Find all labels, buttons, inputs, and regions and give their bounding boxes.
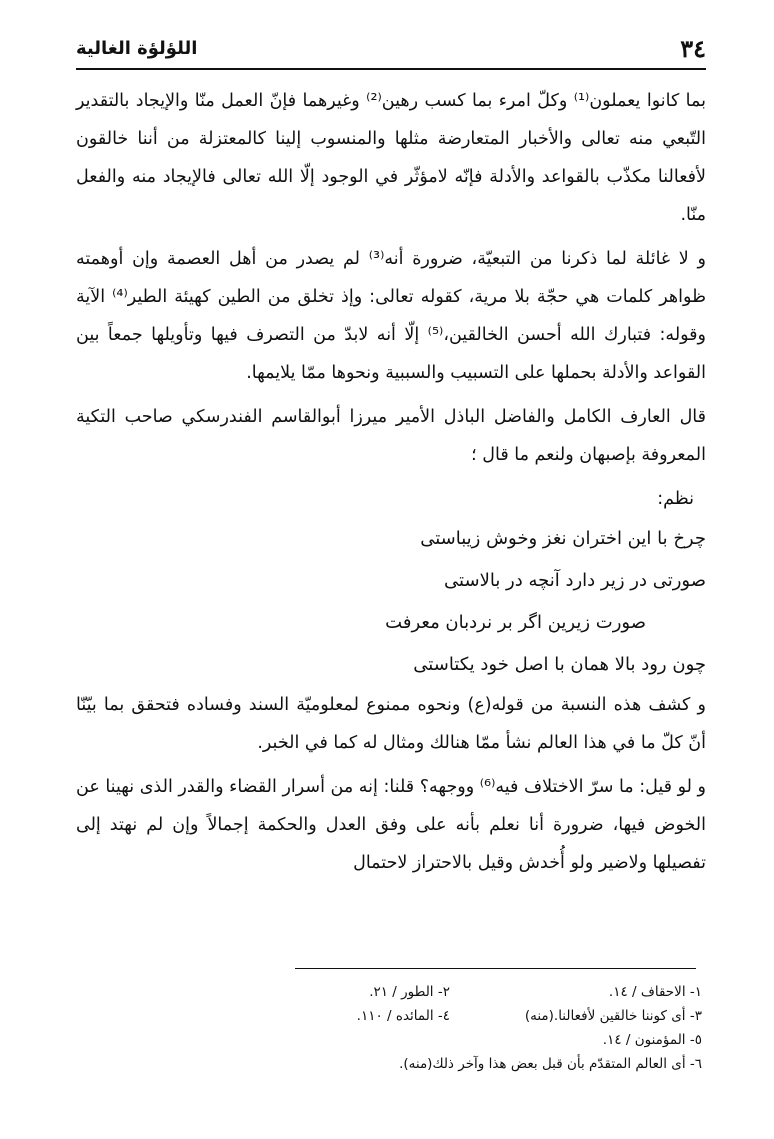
paragraph-2: و لا غائلة لما ذكرنا من التبعيّة، ضرورة أنه⁽³⁾ لم يصدر من أهل العصمة وإن أوهمته ظواهر كلمات هي حجّة بلا مرية، كقوله تعالى: وإذ تخلق من الطين كهيئة الطير⁽⁴⁾ الآية وقوله: فتبارك الله أحسن الخالقين،⁽⁵⁾ إلّا أنه لابدّ من التصرف فيها وتأويلها جمعاً بين القواعد والأدلة بحملها على التسبيب والسببية ونحوها ممّا يلايمها. [76,249,707,383]
running-title: اللؤلؤة الغالية [76,38,198,59]
footnote-5: ٥- المؤمنون / ١٤. [602,1032,702,1048]
paragraph-4: و كشف هذه النسبة من قوله(ع) ونحوه ممنوع لمعلوميّة السند وفساده فتحقق بما بيّنّا أنّ كلّ ما في هذا العالم نشأ ممّا هنالك ومثال له كما في الخبر. [76,695,706,753]
paragraph-3: قال العارف الكامل والفاضل الباذل الأمير ميرزا أبوالقاسم الفندرسكي صاحب التكية المعروفة بإصبهان ولنعم ما قال ؛ [76,407,706,465]
footnotes [250,980,702,1076]
page-header [76,30,706,70]
footnote-divider [295,968,696,969]
main-text [76,82,706,888]
paragraph-5: و لو قيل: ما سرّ الاختلاف فيه⁽⁶⁾ ووجهه؟ قلنا: إنه من أسرار القضاء والقدر الذى نهينا عن الخوض فيها، ضرورة أنا نعلم بأنه على وفق العدل والحكمة إجمالاً وإن لم نهتد إلى تفصيلها ولاضير ولو أُخدش وقيل بالاحتراز لاحتمال [76,777,706,873]
verse-line: چرخ با اين اختران نغز وخوش زيباستى [420,528,706,549]
footnote-2: ٢- الطور / ٢١. [369,984,450,1000]
persian-verse [76,518,706,686]
footnote-4: ٤- المائده / ١١٠. [356,1008,450,1024]
footnote-3: ٣- أى كوننا خالقين لأفعالنا.(منه) [524,1008,702,1024]
paragraph-1: بما كانوا يعملون⁽¹⁾ وكلّ امرء بما كسب رهين⁽²⁾ وغيرهما فإنّ العمل منّا والإيجاد بالتقدير التّبعي منه تعالى والأخبار المتعارضة مثلها والمنسوب إلينا كالمعتزلة من أننا خالقون لأفعالنا مكذّب بالقواعد والأدلة فإنّه لامؤثّر في الوجود إلّا الله تعالى فالإيجاد منه والفعل منّا. [76,91,706,225]
verse-line: صورت زيرين اگر بر نردبان معرفت [385,612,646,633]
page-number: ٣٤ [680,34,706,63]
verse-line: چون رود بالا همان با اصل خود يكتاستى [413,654,706,675]
footnote-1: ١- الاحقاف / ١٤. [608,984,702,1000]
verse-line: صورتى در زير دارد آنچه در بالاستى [444,570,706,591]
verse-label: نظم: [657,489,694,509]
footnote-6: ٦- أى العالم المتقدّم بأن قبل بعض هذا وآخر ذلك(منه). [399,1056,702,1072]
